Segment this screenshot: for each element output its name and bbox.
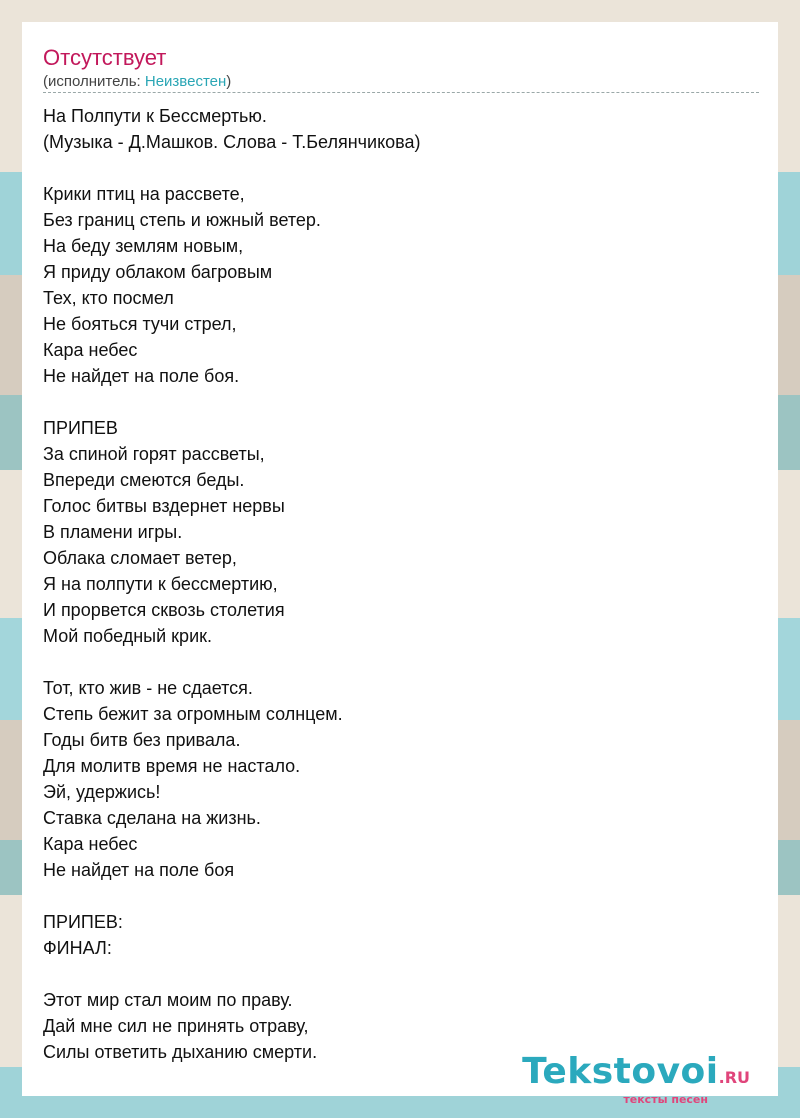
- song-header: [43, 44, 759, 92]
- logo-tld: .RU: [718, 1068, 750, 1087]
- lyric-line: Дай мне сил не принять отраву,: [43, 1016, 309, 1036]
- lyric-line: И прорвется сквозь столетия: [43, 600, 285, 620]
- site-logo[interactable]: [522, 1052, 750, 1106]
- lyric-line: [43, 389, 759, 415]
- performer-link[interactable]: Неизвестен: [144, 73, 227, 90]
- lyric-line: (Музыка - Д.Машков. Слова - Т.Белянчикова): [43, 132, 421, 152]
- lyric-line: [43, 883, 759, 909]
- lyric-line: Этот мир стал моим по праву.: [43, 990, 293, 1010]
- lyric-line: [43, 961, 759, 987]
- lyric-line: Не найдет на поле боя: [43, 860, 235, 880]
- performer-line: [43, 72, 759, 92]
- song-title: Отсутствует: [43, 45, 167, 70]
- lyric-line: На Полпути к Бессмертью.: [43, 106, 267, 126]
- lyric-line: Не найдет на поле боя.: [43, 366, 240, 386]
- lyric-line: Кара небес: [43, 834, 138, 854]
- logo-tagline: тексты песен: [623, 1093, 708, 1106]
- lyric-line: ФИНАЛ:: [43, 938, 112, 958]
- lyric-line: [43, 155, 759, 181]
- performer-prefix: (исполнитель:: [43, 73, 145, 90]
- lyric-line: [43, 649, 759, 675]
- lyric-line: Тот, кто жив - не сдается.: [43, 678, 253, 698]
- logo-name: Tekstovoi: [522, 1051, 719, 1092]
- lyric-line: На беду землям новым,: [43, 236, 244, 256]
- logo-wordmark: [522, 1052, 750, 1098]
- lyric-line: За спиной горят рассветы,: [43, 444, 265, 464]
- lyric-line: Силы ответить дыханию смерти.: [43, 1042, 318, 1062]
- header-divider: [43, 92, 759, 93]
- lyric-line: ПРИПЕВ:: [43, 912, 123, 932]
- lyric-line: Тех, кто посмел: [43, 288, 174, 308]
- lyrics-text: [43, 103, 759, 1065]
- lyric-line: Эй, удержись!: [43, 782, 161, 802]
- lyric-line: Для молитв время не настало.: [43, 756, 301, 776]
- lyric-line: Кара небес: [43, 340, 138, 360]
- lyric-line: Не бояться тучи стрел,: [43, 314, 237, 334]
- lyric-line: В пламени игры.: [43, 522, 183, 542]
- lyric-line: Степь бежит за огромным солнцем.: [43, 704, 343, 724]
- lyric-line: ПРИПЕВ: [43, 418, 118, 438]
- lyrics-sheet: [22, 22, 778, 1106]
- lyric-line: Мой победный крик.: [43, 626, 212, 646]
- lyric-line: Без границ степь и южный ветер.: [43, 210, 321, 230]
- lyric-line: Впереди смеются беды.: [43, 470, 245, 490]
- lyric-line: Годы битв без привала.: [43, 730, 241, 750]
- lyric-line: Голос битвы вздернет нервы: [43, 496, 285, 516]
- lyric-line: Я приду облаком багровым: [43, 262, 273, 282]
- lyric-line: Ставка сделана на жизнь.: [43, 808, 261, 828]
- performer-suffix: ): [226, 73, 232, 90]
- lyric-line: Крики птиц на рассвете,: [43, 184, 245, 204]
- lyric-line: Я на полпути к бессмертию,: [43, 574, 278, 594]
- lyric-line: Облака сломает ветер,: [43, 548, 237, 568]
